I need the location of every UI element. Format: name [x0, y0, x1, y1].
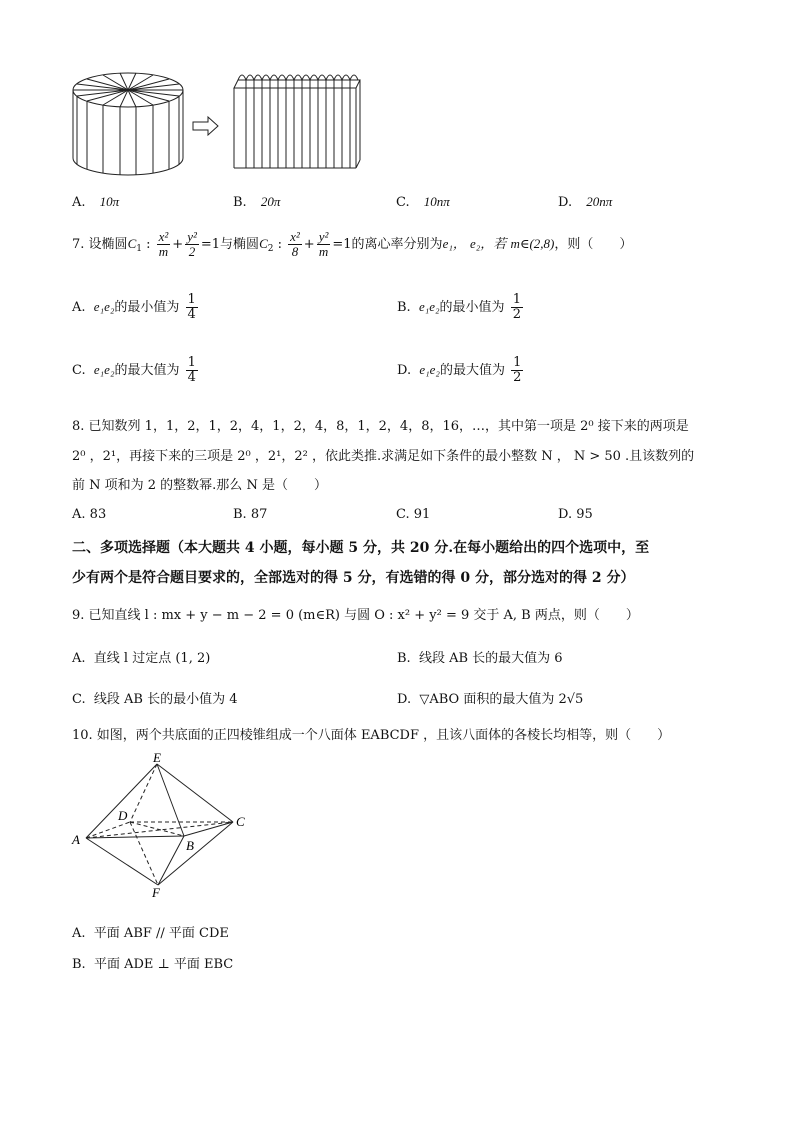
- section-heading-line-2: 少有两个是符合题目要求的，全部选对的得 5 分，有选错的得 0 分，部分选对的得 2 分）: [72, 570, 635, 586]
- vertex-label-f: F: [152, 885, 160, 897]
- vertex-label-c: C: [236, 814, 245, 829]
- vertex-label-b: B: [186, 838, 194, 853]
- q8-line-2: 2⁰ ，2¹，再接下来的三项是 2⁰ ，2¹，2² ，依此类推.求满足如下条件的最小整数 N ， N > 50 .且该数列的: [72, 449, 695, 464]
- option-value: 20nπ: [586, 194, 613, 209]
- option-value: 10π: [99, 194, 120, 209]
- q9-option-c[interactable]: C. 线段 AB 长的最小值为 4: [72, 692, 238, 707]
- q10-option-a[interactable]: A. 平面 ABF // 平面 CDE: [72, 926, 229, 941]
- fraction: $\frac{\text{x²}}{8}$: [290, 229, 300, 259]
- q8-option-a[interactable]: A. 83: [72, 507, 107, 522]
- option-value: 10nπ: [423, 194, 450, 209]
- fraction: $\frac{1}{2}$: [513, 355, 522, 385]
- fraction: $\frac{\text{y²}}{2}$: [187, 229, 197, 259]
- fraction: $\frac{\text{y²}}{m}$: [318, 229, 329, 259]
- vertex-label-e: E: [153, 752, 161, 765]
- q10-option-b[interactable]: B. 平面 ADE ⊥ 平面 EBC: [72, 957, 234, 972]
- section-heading-line-1: 二、多项选择题（本大题共 4 小题，每小题 5 分，共 20 分.在每小题给出的四个选项中，至: [72, 540, 650, 556]
- vertex-label-d: D: [118, 808, 128, 823]
- q6-option-b[interactable]: [233, 194, 280, 210]
- q7-post: 的离心率分别为: [351, 237, 443, 252]
- q8-line-3: 前 N 项和为 2 的整数幂.那么 N 是（ ）: [72, 478, 327, 493]
- q8-line-1: 8. 已知数列 1，1，2，1，2，4，1，2，4，8，1，2，4，8，16，…，其中第一项是 2⁰ 接下来的两项是: [72, 419, 689, 434]
- q6-option-d[interactable]: [558, 194, 612, 210]
- q7-c1: C: [127, 236, 137, 251]
- q10-stem: 10. 如图，两个共底面的正四棱锥组成一个八面体 EABCDF ，且该八面体的各棱长均相等，则（ ）: [72, 728, 671, 743]
- option-letter: D.: [558, 195, 573, 210]
- q9-option-a[interactable]: A. 直线 l 过定点 (1, 2): [72, 651, 211, 666]
- q7-option-c[interactable]: C. e₁e₂的最大值为 $\frac{1}{4}$: [72, 355, 196, 385]
- q7-mid: 与椭圆: [220, 237, 260, 252]
- q7-cond: m∈(2,8): [510, 236, 555, 251]
- q8-option-c[interactable]: C. 91: [396, 507, 431, 522]
- q7-option-a[interactable]: A. e₁e₂的最小值为 $\frac{1}{4}$: [72, 292, 196, 322]
- q9-option-b[interactable]: B. 线段 AB 长的最大值为 6: [397, 651, 563, 666]
- q9-stem: 9. 已知直线 l : mx + y − m − 2 = 0 (m∈R) 与圆 O : x² + y² = 9 交于 A, B 两点，则（ ）: [72, 608, 639, 623]
- option-letter: C.: [396, 195, 410, 210]
- fraction: $\frac{1}{4}$: [187, 355, 196, 385]
- vertex-label-a: A: [72, 832, 80, 847]
- fraction: $\frac{1}{4}$: [187, 292, 196, 322]
- q7-option-b[interactable]: B. e₁e₂的最小值为 $\frac{1}{2}$: [397, 292, 521, 322]
- q7-stem: 7. 设椭圆$C_1$ : $\frac{\text{x²}}{m}$ + $\frac{\text{y²}}{2}$ =1与椭圆$C_2$ : $\frac{\text{x²}}{8}$ + $\frac{\text{y²}}{m}$ =1的离心率分别为e₁， e₂，若 m∈(2,8)，则（ ）: [72, 229, 633, 259]
- fraction: $\frac{1}{2}$: [512, 292, 521, 322]
- option-letter: A.: [72, 195, 86, 210]
- q8-option-b[interactable]: B. 87: [233, 507, 268, 522]
- octahedron-figure: [68, 752, 268, 897]
- q7-number: 7.: [72, 237, 85, 252]
- option-letter: B.: [233, 195, 247, 210]
- q7-pre: 设椭圆: [88, 237, 128, 252]
- q6-option-a[interactable]: [72, 194, 119, 210]
- q8-option-d[interactable]: D. 95: [558, 507, 593, 522]
- cylinder-figure: [66, 68, 376, 186]
- q6-option-c[interactable]: [396, 194, 450, 210]
- fraction: $\frac{\text{x²}}{m}$: [158, 229, 169, 259]
- q7-option-d[interactable]: D. e₁e₂的最大值为 $\frac{1}{2}$: [397, 355, 522, 385]
- option-value: 20π: [260, 194, 281, 209]
- q9-option-d[interactable]: D. ▽ABO 面积的最大值为 2√5: [397, 692, 584, 707]
